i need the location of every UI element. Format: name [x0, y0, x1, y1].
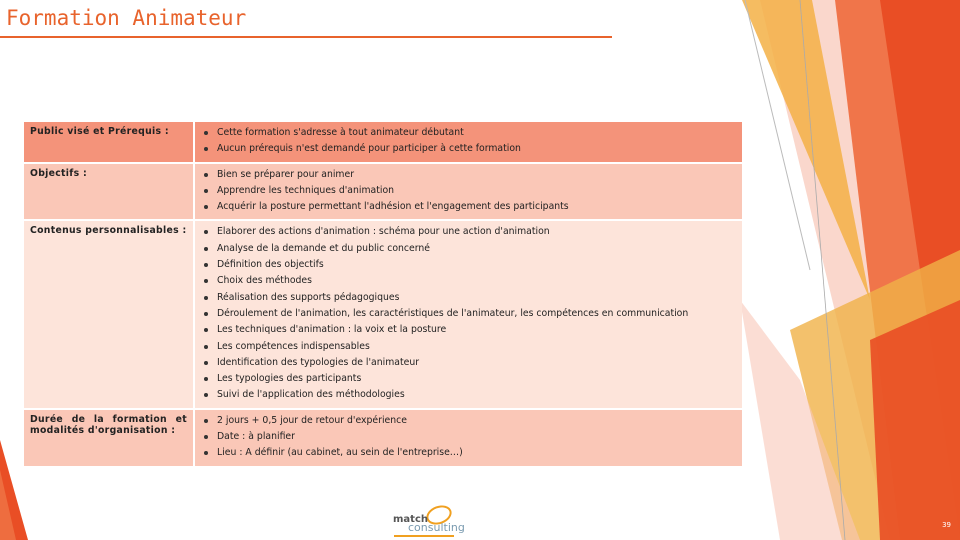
logo-word-1: match	[393, 514, 428, 525]
list-item: Aucun prérequis n'est demandé pour participer à cette formation	[203, 141, 738, 157]
list-item: Réalisation des supports pédagogiques	[203, 290, 738, 306]
list-item: Elaborer des actions d'animation : schéma pour une action d'animation	[203, 224, 738, 240]
row-content	[194, 220, 742, 408]
row-label: Durée de la formation et modalités d'organisation :	[24, 409, 194, 467]
logo-word-2: consulting	[408, 521, 465, 534]
list-item: 2 jours + 0,5 jour de retour d'expérience	[203, 413, 738, 429]
table-row	[24, 220, 742, 408]
bullet-list	[203, 224, 738, 403]
list-item: Les compétences indispensables	[203, 339, 738, 355]
page-number: 39	[942, 521, 951, 529]
list-item: Apprendre les techniques d'animation	[203, 183, 738, 199]
row-label: Contenus personnalisables :	[24, 220, 194, 408]
row-content	[194, 409, 742, 467]
company-logo	[388, 500, 468, 540]
row-content	[194, 122, 742, 163]
table-row	[24, 409, 742, 467]
table-row	[24, 122, 742, 163]
right-shape-bottom	[870, 300, 960, 540]
bullet-list	[203, 167, 738, 216]
row-label: Objectifs :	[24, 163, 194, 221]
page-title: Formation Animateur	[6, 6, 247, 30]
table-row	[24, 163, 742, 221]
list-item: Acquérir la posture permettant l'adhésion et l'engagement des participants	[203, 199, 738, 215]
list-item: Définition des objectifs	[203, 257, 738, 273]
title-underline	[0, 36, 612, 38]
list-item: Les techniques d'animation : la voix et la posture	[203, 322, 738, 338]
list-item: Choix des méthodes	[203, 273, 738, 289]
list-item: Bien se préparer pour animer	[203, 167, 738, 183]
list-item: Date : à planifier	[203, 429, 738, 445]
row-label: Public visé et Prérequis :	[24, 122, 194, 163]
bullet-list	[203, 413, 738, 462]
bullet-list	[203, 125, 738, 158]
formation-table	[24, 122, 742, 468]
list-item: Suivi de l'application des méthodologies	[203, 387, 738, 403]
row-content	[194, 163, 742, 221]
list-item: Cette formation s'adresse à tout animateur débutant	[203, 125, 738, 141]
list-item: Identification des typologies de l'animateur	[203, 355, 738, 371]
list-item: Les typologies des participants	[203, 371, 738, 387]
list-item: Lieu : A définir (au cabinet, au sein de l'entreprise…)	[203, 445, 738, 461]
list-item: Analyse de la demande et du public concerné	[203, 241, 738, 257]
logo-underline	[394, 535, 454, 537]
list-item: Déroulement de l'animation, les caractéristiques de l'animateur, les compétences en communication	[203, 306, 738, 322]
